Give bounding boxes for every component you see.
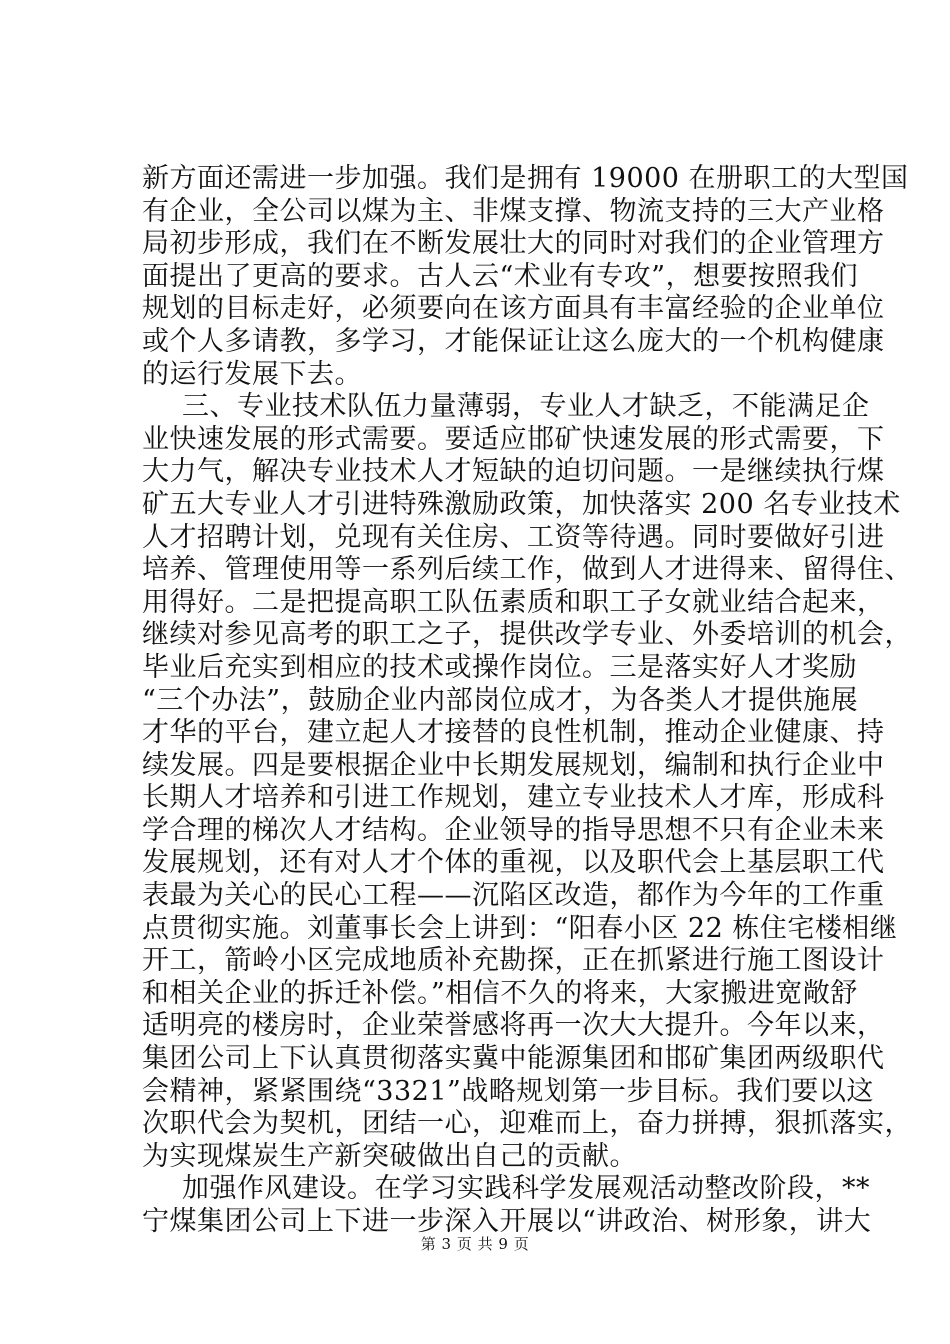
paragraph-1 (142, 163, 909, 391)
text-line: 开工，箭岭小区完成地质补充勘探，正在抓紧进行施工图设计 (142, 945, 885, 977)
text-line: 长期人才培养和引进工作规划，建立专业技术人才库，形成科 (142, 782, 885, 814)
text-line: 矿五大专业人才引进特殊激励政策，加快落实 200 名专业技术 (142, 488, 901, 520)
text-line: “三个办法”，鼓励企业内部岗位成才，为各类人才提供施展 (142, 684, 859, 716)
text-line: 用得好。二是把提高职工队伍素质和职工子女就业结合起来， (142, 586, 885, 618)
text-line: 宁煤集团公司上下进一步深入开展以“讲政治、树形象，讲大 (142, 1206, 872, 1237)
text-line: 加强作风建设。在学习实践科学发展观活动整改阶段，** (182, 1173, 870, 1205)
text-line: 人才招聘计划，兑现有关住房、工资等待遇。同时要做好引进 (142, 521, 885, 553)
text-line: 大力气，解决专业技术人才短缺的迫切问题。一是继续执行煤 (142, 456, 885, 488)
text-line: 新方面还需进一步加强。我们是拥有 19000 在册职工的大型国 (142, 163, 909, 194)
text-line: 三、专业技术队伍力量薄弱，专业人才缺乏，不能满足企 (182, 391, 870, 423)
text-line: 续发展。四是要根据企业中长期发展规划，编制和执行企业中 (142, 749, 885, 781)
text-line: 和相关企业的拆迁补偿。”相信不久的将来，大家搬进宽敞舒 (142, 977, 858, 1009)
text-line: 发展规划，还有对人才个体的重视，以及职代会上基层职工代 (142, 847, 885, 879)
text-line: 才华的平台，建立起人才接替的良性机制，推动企业健康、持 (142, 717, 885, 749)
page-number-footer: 第 3 页 共 9 页 (420, 1235, 530, 1253)
text-line: 面提出了更高的要求。古人云“术业有专攻”，想要按照我们 (142, 260, 859, 292)
text-line: 的运行发展下去。 (142, 358, 362, 390)
text-line: 继续对参见高考的职工之子，提供改学专业、外委培训的机会， (142, 619, 912, 651)
text-line: 业快速发展的形式需要。要适应邯矿快速发展的形式需要，下 (142, 423, 885, 455)
text-line: 会精神，紧紧围绕“3321”战略规划第一步目标。我们要以这 (142, 1075, 874, 1107)
text-line: 学合理的梯次人才结构。企业领导的指导思想不只有企业未来 (142, 814, 885, 846)
document-body (142, 163, 912, 1239)
text-line: 集团公司上下认真贯彻落实冀中能源集团和邯矿集团两级职代 (142, 1043, 885, 1075)
text-line: 或个人多请教，多学习，才能保证让这么庞大的一个机构健康 (142, 325, 885, 357)
text-line: 表最为关心的民心工程——沉陷区改造，都作为今年的工作重 (142, 880, 885, 912)
text-line: 点贯彻实施。刘董事长会上讲到：“阳春小区 22 栋住宅楼相继 (142, 912, 898, 944)
text-line: 有企业，全公司以煤为主、非煤支撑、物流支持的三大产业格 (142, 195, 885, 227)
text-line: 次职代会为契机，团结一心，迎难而上，奋力拼搏，狠抓落实， (142, 1108, 912, 1140)
text-line: 规划的目标走好，必须要向在该方面具有丰富经验的企业单位 (142, 293, 885, 325)
text-line: 培养、管理使用等一系列后续工作，做到人才进得来、留得住、 (142, 554, 912, 586)
text-line: 局初步形成，我们在不断发展壮大的同时对我们的企业管理方 (142, 228, 885, 260)
text-line: 适明亮的楼房时，企业荣誉感将再一次大大提升。今年以来， (142, 1010, 885, 1042)
paragraph-3 (142, 1173, 872, 1238)
paragraph-2 (142, 391, 912, 1173)
text-line: 为实现煤炭生产新突破做出自己的贡献。 (142, 1140, 637, 1172)
text-line: 毕业后充实到相应的技术或操作岗位。三是落实好人才奖励 (142, 651, 857, 683)
